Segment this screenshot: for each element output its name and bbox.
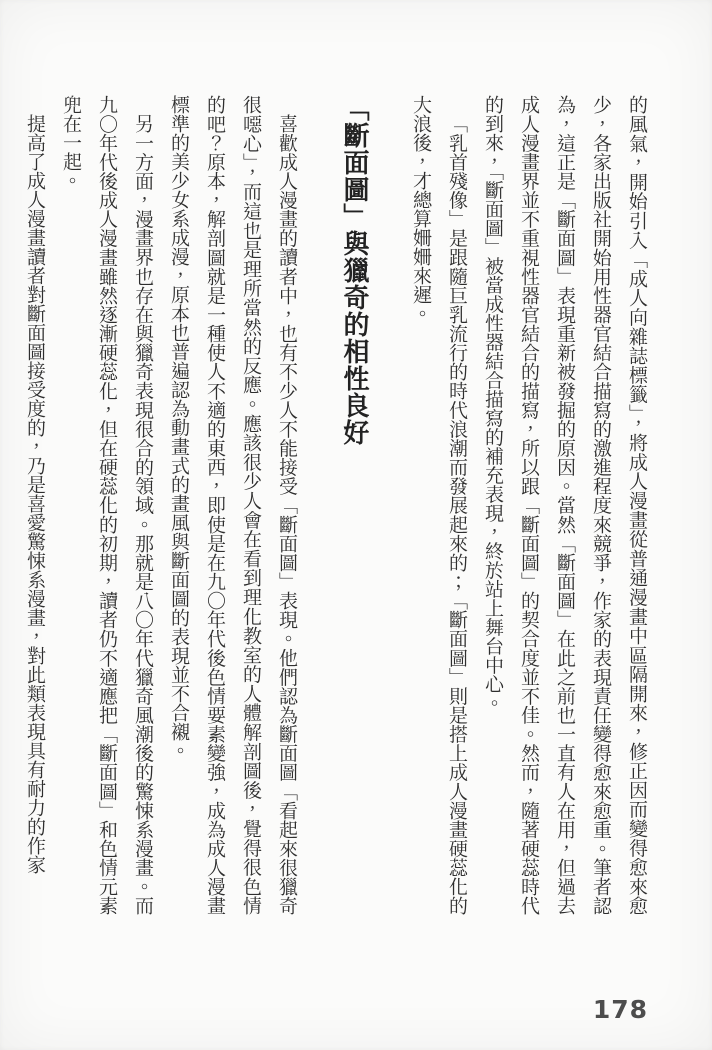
paragraph: 另一方面，漫畫界也存在與獵奇表現很合的領域。那就是八〇年代獵奇風潮後的驚悚系漫畫。而九〇年代後成人漫畫雖然逐漸硬蕊化，但在硬蕊化的初期，讀者仍不適應把「斷面圖」和色情元素兜在一起。 (60, 95, 154, 915)
section-heading: 「斷面圖」與獵奇的相性良好 (339, 95, 369, 446)
page-number: 178 (592, 995, 648, 1024)
paragraph-continuation: 的風氣，開始引入「成人向雜誌標籤」，將成人漫畫從普通漫畫中區隔開來，修正因而變得愈來愈少，各家出版社開始用性器官結合描寫的激進程度來競爭，作家的表現責任變得愈來愈重。筆者認為，這正是「斷面圖」表現重新被發掘的原因。當然「斷面圖」在此之前也一直有人在用，但過去成人漫畫界並不重視性器官結合的描寫，所以跟「斷面圖」的契合度並不佳。然而，隨著硬蕊時代的到來，「斷面圖」被當成性器結合描寫的補充表現，終於站上舞台中心。 (482, 95, 648, 915)
paragraph: 提高了成人漫畫讀者對斷面圖接受度的，乃是喜愛驚悚系漫畫，對此類表現具有耐力的作家 (24, 114, 46, 874)
article-text (17, 95, 655, 915)
paragraph: 「乳首殘像」是跟隨巨乳流行的時代浪潮而發展起來的；「斷面圖」則是搭上成人漫畫硬蕊化的大浪後，才總算姍姍來遲。 (410, 95, 468, 915)
paragraph: 喜歡成人漫畫的讀者中，也有不少人不能接受「斷面圖」表現。他們認為斷面圖「看起來很獵奇很噁心」，而這也是理所當然的反應。應該很少人會在看到理化教室的人體解剖圖後，覺得很色情的吧？原本，解剖圖就是一種使人不適的東西，即使是在九〇年代後色情要素變強，成為成人漫畫標準的美少女系成漫，原本也普遍認為動畫式的畫風與斷面圖的表現並不合襯。 (168, 95, 298, 915)
